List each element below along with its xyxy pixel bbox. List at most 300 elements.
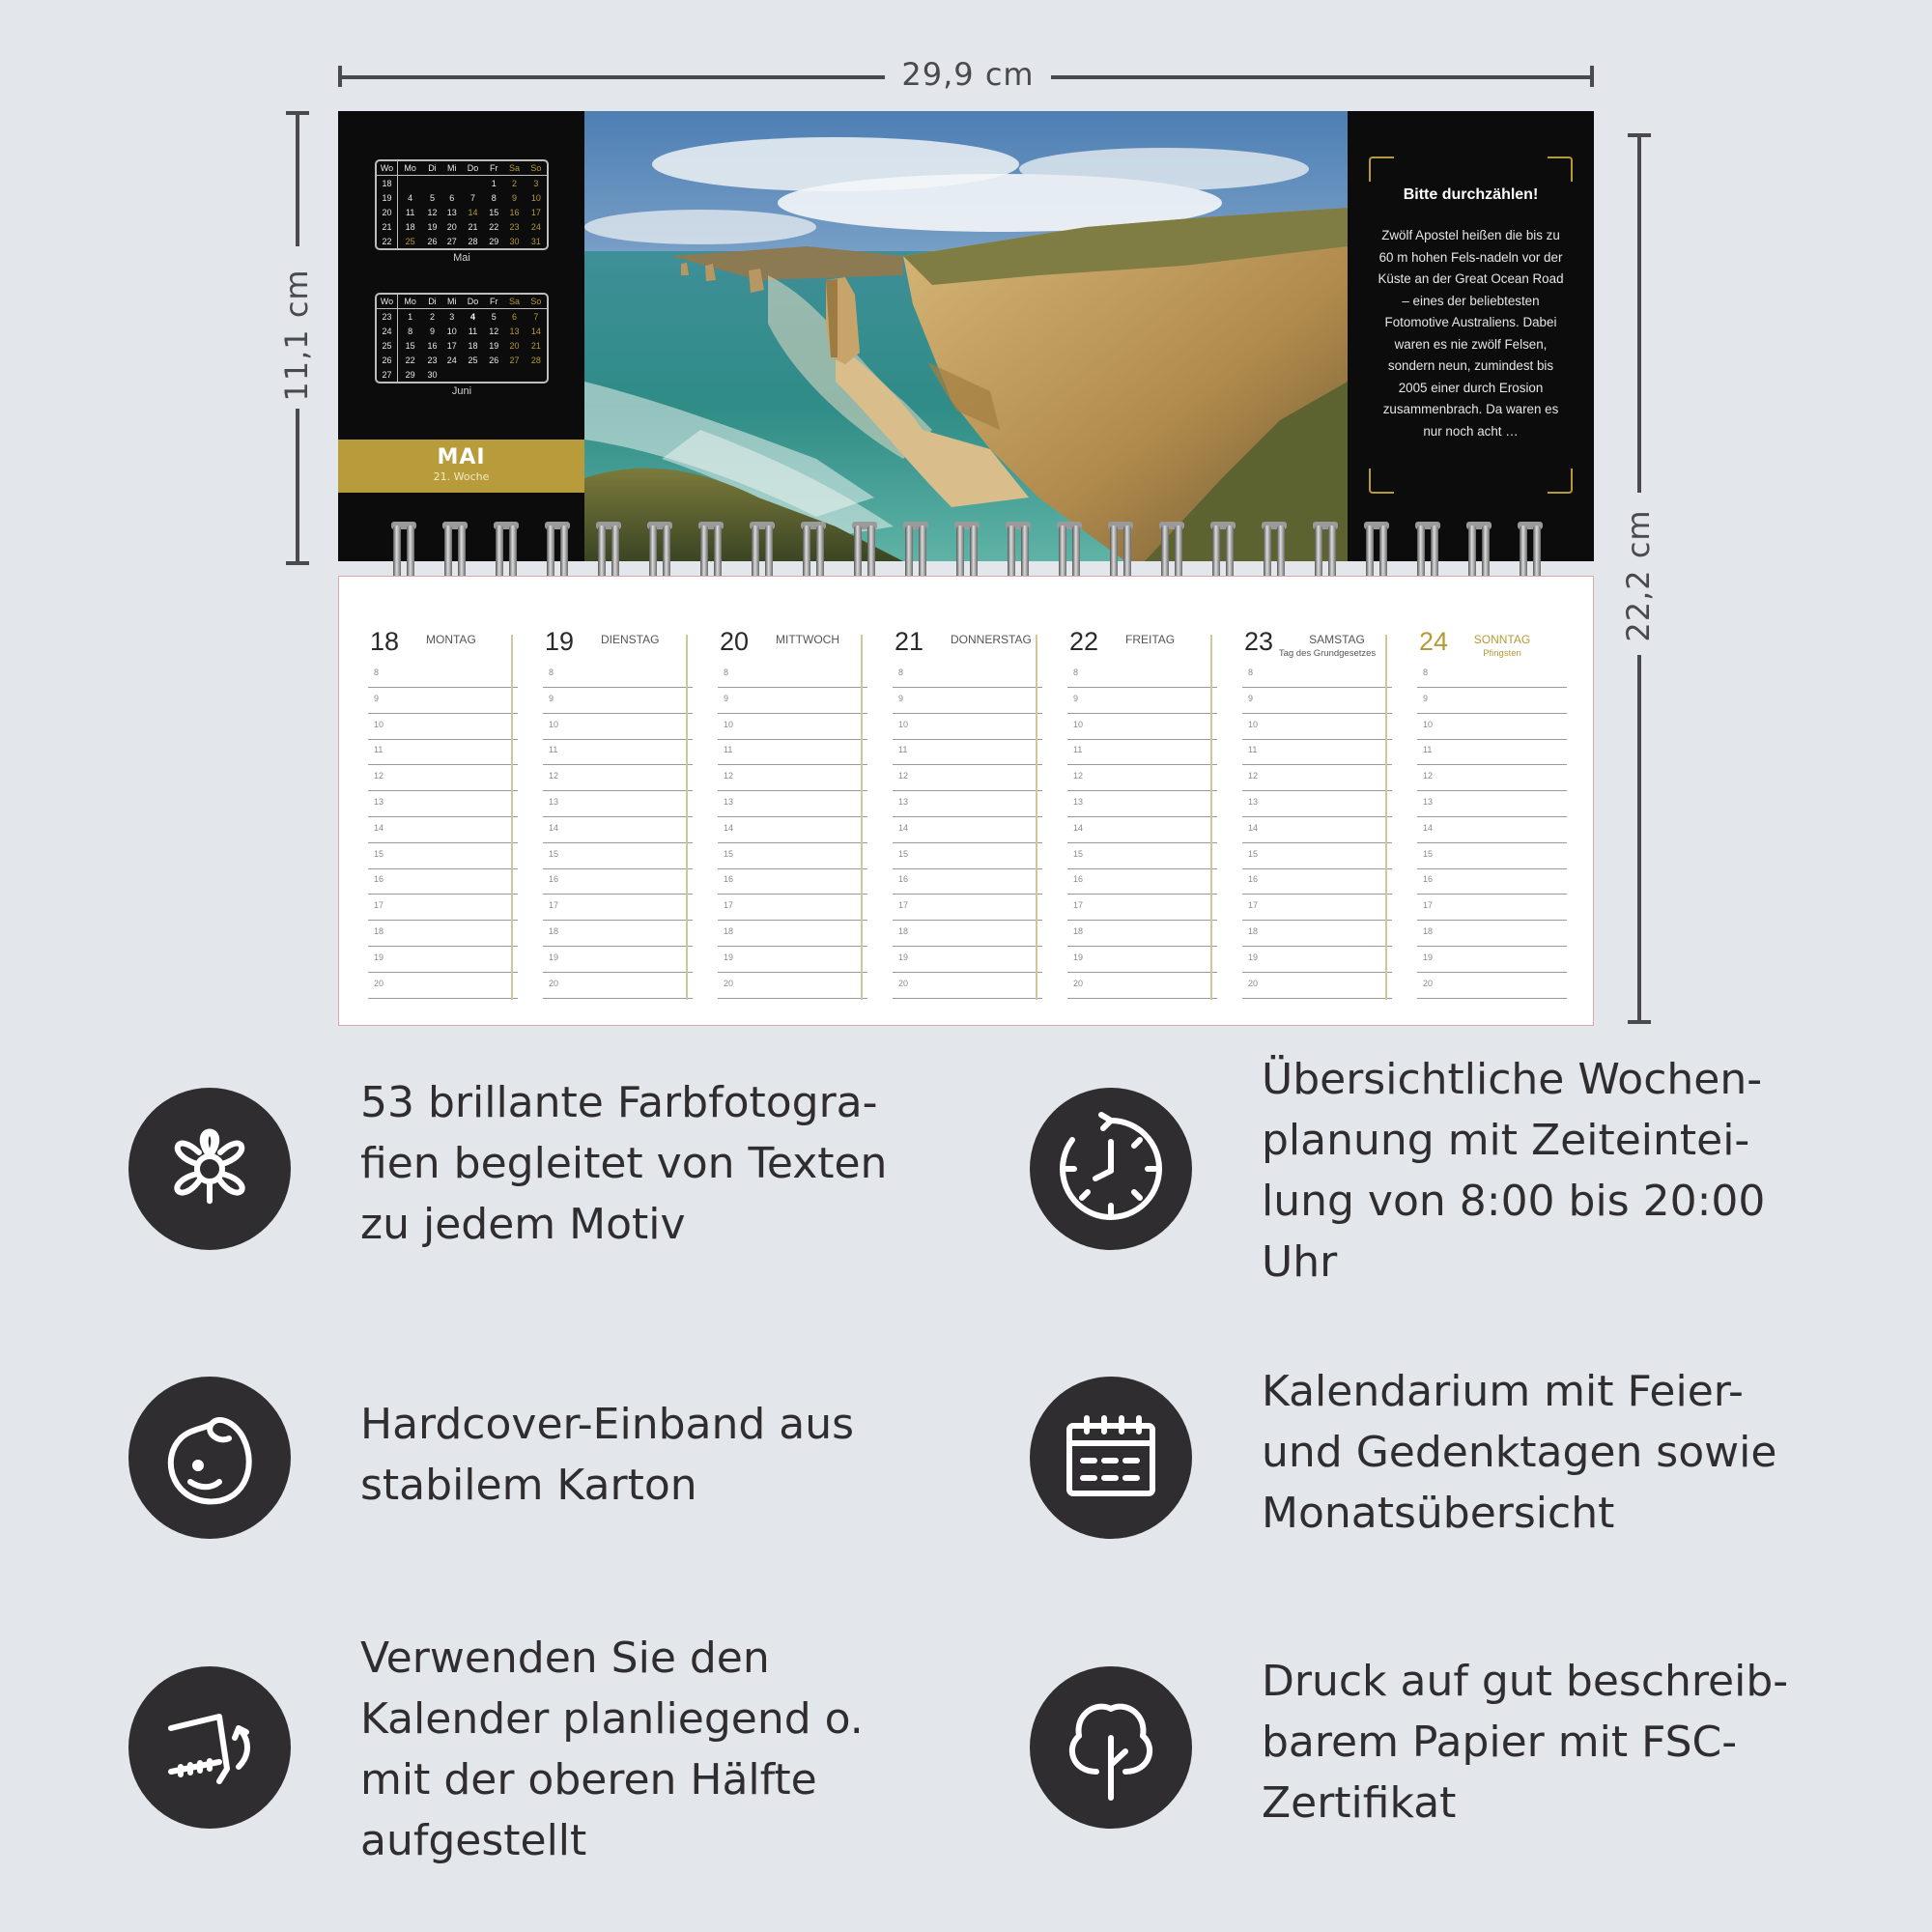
hour-label: 17 [374,900,384,911]
day-name: SONNTAG [1473,633,1531,646]
hour-line[interactable] [1067,739,1217,765]
day-cell: 23 [509,221,520,232]
mini-calendar-label: Juni [451,385,472,397]
hour-label: 14 [1073,822,1084,833]
hour-label: 17 [1248,900,1259,911]
hour-line[interactable] [893,921,1042,947]
hour-label: 15 [1423,848,1434,859]
hour-line[interactable] [1242,868,1392,895]
hour-line[interactable] [1242,739,1392,765]
day-cell: 27 [509,355,520,365]
hour-line[interactable] [368,868,518,895]
hour-label: 18 [724,926,734,936]
hour-line[interactable] [1242,765,1392,791]
mini-calendar-june [375,293,549,397]
hour-label: 20 [549,978,559,988]
feature-holidays-text: Kalendarium mit Feier- und Gedenktagen sowie Monatsübersicht [1262,1367,1777,1538]
hour-line[interactable] [543,739,693,765]
hour-line[interactable] [543,662,693,688]
day-cell: 16 [509,207,520,217]
hour-line[interactable] [368,791,518,817]
hour-label: 20 [1423,978,1434,988]
hour-label: 12 [1248,771,1259,781]
hour-label: 13 [724,797,734,807]
hour-label: 11 [1423,745,1433,755]
hour-line[interactable] [543,791,693,817]
hour-line[interactable] [1417,765,1567,791]
week-number-cell: 22 [377,234,398,248]
week-number: 21. Woche [433,470,490,483]
hour-label: 12 [898,771,909,781]
hour-line[interactable] [718,921,867,947]
hour-line[interactable] [718,739,867,765]
hour-line[interactable] [1417,973,1567,999]
hour-line[interactable] [543,714,693,740]
hour-line[interactable] [718,947,867,973]
hour-line[interactable] [1067,921,1217,947]
hour-label: 15 [1073,848,1084,859]
hour-line[interactable] [543,973,693,999]
day-cell: 12 [489,326,499,336]
day-divider [511,635,513,1000]
hour-label: 19 [1248,952,1259,962]
day-cell [398,176,422,190]
hour-label: 12 [549,771,559,781]
mini-calendar-header: Di [422,161,441,176]
day-number: 18 [370,627,400,656]
planner-day-column [1388,577,1562,1002]
weekly-planner-page [338,576,1594,1026]
hour-line[interactable] [718,765,867,791]
hour-line[interactable] [368,843,518,869]
hour-label: 17 [1073,900,1084,911]
hour-line[interactable] [718,791,867,817]
hour-label: 15 [1248,848,1259,859]
hour-line[interactable] [1417,868,1567,895]
hour-label: 8 [1248,668,1254,677]
planner-day-column [1038,577,1212,1002]
day-cell [462,176,484,190]
mini-calendar-may [375,159,549,264]
day-cell: 18 [405,221,415,232]
day-cell: 26 [427,236,438,246]
day-cell: 4 [408,192,413,203]
day-cell: 24 [446,355,457,365]
hour-label: 10 [1248,719,1259,729]
hour-line[interactable] [1242,662,1392,688]
hour-label: 10 [1423,719,1434,729]
top-height-label: 11,1 cm [278,269,315,402]
holiday-label: Tag des Grundgesetzes [1278,648,1377,659]
hour-line[interactable] [1417,688,1567,714]
info-title: Bitte durchzählen! [1403,186,1539,203]
day-cell: 19 [489,340,499,351]
hour-label: 15 [549,848,559,859]
week-number-cell: 27 [377,367,398,382]
week-number-cell: 23 [377,309,398,324]
hour-label: 8 [1423,668,1429,677]
coast-photo [584,111,1348,561]
hour-line[interactable] [718,688,867,714]
mini-calendar-header: Mo [398,161,422,176]
hour-line[interactable] [368,714,518,740]
hour-line[interactable] [893,662,1042,688]
week-number-cell: 21 [377,219,398,234]
week-number-cell: 24 [377,324,398,338]
hour-label: 17 [898,900,909,911]
hour-line[interactable] [1242,895,1392,921]
day-cell: 3 [449,311,455,322]
hour-label: 19 [898,952,909,962]
hour-line[interactable] [1067,791,1217,817]
hour-label: 13 [1248,797,1259,807]
hour-line[interactable] [368,688,518,714]
mini-calendar-header: Do [462,161,484,176]
hour-label: 19 [1073,952,1084,962]
week-number-cell: 19 [377,190,398,205]
day-cell: 14 [530,326,541,336]
day-cell [462,367,484,382]
mini-calendar-label: Mai [453,252,470,264]
day-cell: 28 [468,236,478,246]
day-cell: 27 [446,236,457,246]
hour-line[interactable] [543,765,693,791]
hour-line[interactable] [893,714,1042,740]
info-text-panel [1348,111,1594,561]
hour-label: 18 [374,926,384,936]
day-cell: 2 [429,311,435,322]
hour-label: 11 [724,745,733,755]
month-band [338,440,584,493]
hour-line[interactable] [1242,688,1392,714]
month-overview-panel [338,111,584,561]
hour-label: 12 [374,771,384,781]
day-cell: 12 [427,207,438,217]
day-cell: 5 [491,311,497,322]
hour-line[interactable] [893,843,1042,869]
hour-label: 19 [549,952,559,962]
hour-label: 10 [374,719,384,729]
hour-line[interactable] [1242,714,1392,740]
hour-line[interactable] [1417,921,1567,947]
hour-line[interactable] [368,662,518,688]
day-divider [1210,635,1212,1000]
mini-calendar-header: Fr [484,295,503,309]
day-cell: 7 [533,311,539,322]
feature-paper-text: Druck auf gut beschreib- barem Papier mit FSC- Zertifikat [1262,1657,1789,1828]
week-number-cell: 25 [377,338,398,353]
day-number: 23 [1244,627,1274,656]
hour-line[interactable] [718,843,867,869]
planner-day-column [1213,577,1387,1002]
mini-calendar-header: Wo [377,295,398,309]
planner-day-column [514,577,688,1002]
hour-label: 14 [374,822,384,833]
hour-label: 10 [1073,719,1084,729]
day-cell: 1 [408,311,413,322]
hour-label: 8 [374,668,380,677]
day-cell: 7 [469,192,475,203]
hour-line[interactable] [1417,947,1567,973]
hour-label: 10 [549,719,559,729]
hour-label: 14 [724,822,734,833]
day-number: 24 [1419,627,1449,656]
calendar-top-page [338,111,1594,561]
hour-label: 14 [1248,822,1259,833]
day-cell: 1 [491,178,497,188]
hour-line[interactable] [718,714,867,740]
hour-label: 12 [1073,771,1084,781]
info-body: Zwölf Apostel heißen die bis zu 60 m hohen Fels-nadeln vor der Küste an der Great Ocean Road – eines der beliebtesten Fotomotive Australiens. Dabei waren es nie zwölf Felsen, sondern neun, zumindest bis 2005 einer durch Erosion zusammenbrach. Da waren es nur noch acht … [1378,228,1564,439]
day-cell: 23 [427,355,438,365]
hour-line[interactable] [893,765,1042,791]
planner-day-column [689,577,863,1002]
hour-line[interactable] [1242,921,1392,947]
hour-line[interactable] [543,688,693,714]
day-cell: 10 [446,326,457,336]
hour-label: 17 [1423,900,1434,911]
tree-icon [1030,1666,1192,1829]
hour-label: 14 [549,822,559,833]
total-height-dimension [1620,133,1659,1024]
hour-label: 11 [1248,745,1258,755]
week-number-cell: 20 [377,205,398,219]
hour-line[interactable] [543,868,693,895]
feature-photos-text: 53 brillante Farbfotogra- fien begleitet von Texten zu jedem Motiv [360,1078,888,1249]
hour-label: 15 [724,848,734,859]
hour-label: 20 [1248,978,1259,988]
mini-calendar-header: Sa [503,295,525,309]
hour-label: 16 [374,874,384,885]
hour-label: 16 [1248,874,1259,885]
week-number-cell: 26 [377,353,398,367]
day-divider [686,635,688,1000]
day-cell: 26 [489,355,499,365]
hour-line[interactable] [368,817,518,843]
hour-label: 8 [1073,668,1079,677]
hour-line[interactable] [1417,843,1567,869]
day-cell [422,176,441,190]
hour-line[interactable] [1067,662,1217,688]
hour-label: 15 [374,848,384,859]
hour-line[interactable] [718,662,867,688]
hour-label: 12 [1423,771,1434,781]
hour-line[interactable] [718,868,867,895]
hour-line[interactable] [368,765,518,791]
day-cell: 22 [405,355,415,365]
day-number: 20 [720,627,750,656]
hour-line[interactable] [1067,714,1217,740]
mini-calendar-header: Fr [484,161,503,176]
hour-line[interactable] [1067,817,1217,843]
hour-line[interactable] [1417,714,1567,740]
month-name: MAI [437,445,486,469]
hour-label: 20 [898,978,909,988]
hour-label: 13 [1073,797,1084,807]
hour-line[interactable] [1417,895,1567,921]
hour-label: 18 [549,926,559,936]
hour-label: 16 [724,874,734,885]
hour-label: 9 [1248,693,1254,703]
day-cell: 8 [408,326,413,336]
day-divider [1385,635,1387,1000]
week-number-cell: 18 [377,176,398,190]
day-cell: 15 [489,207,499,217]
day-cell: 29 [405,369,415,380]
day-cell: 20 [446,221,457,232]
hour-line[interactable] [1067,868,1217,895]
hour-line[interactable] [893,973,1042,999]
hour-line[interactable] [893,688,1042,714]
day-cell: 5 [429,192,435,203]
hour-label: 11 [549,745,558,755]
hour-line[interactable] [1067,765,1217,791]
hour-line[interactable] [543,843,693,869]
day-cell: 21 [530,340,541,351]
calendar-icon [1030,1377,1192,1539]
day-cell: 31 [530,236,541,246]
hour-label: 19 [1423,952,1434,962]
day-cell: 2 [512,178,518,188]
hour-label: 9 [374,693,380,703]
feature-planning-text: Übersichtliche Wochen- planung mit Zeiteintei- lung von 8:00 bis 20:00 Uhr [1262,1055,1766,1287]
day-cell: 11 [405,207,415,217]
day-cell: 9 [429,326,435,336]
hour-line[interactable] [718,817,867,843]
mini-calendar-header: Di [422,295,441,309]
mini-calendar-header: Mo [398,295,422,309]
hour-line[interactable] [368,947,518,973]
day-cell: 30 [509,236,520,246]
clock-icon [1030,1088,1192,1250]
holiday-label: Pfingsten [1483,648,1521,659]
width-dimension [338,56,1594,95]
hour-label: 17 [549,900,559,911]
hour-label: 14 [1423,822,1434,833]
hour-label: 11 [1073,745,1083,755]
hour-label: 8 [549,668,554,677]
day-cell: 9 [512,192,518,203]
hour-line[interactable] [1067,973,1217,999]
hour-line[interactable] [368,921,518,947]
hour-label: 10 [898,719,909,729]
hour-line[interactable] [1242,843,1392,869]
total-height-label: 22,2 cm [1620,509,1657,642]
hour-line[interactable] [1242,947,1392,973]
hour-label: 18 [898,926,909,936]
mini-calendar-header: Wo [377,161,398,176]
hour-label: 8 [898,668,904,677]
hour-label: 11 [898,745,908,755]
mini-calendar-header: Mi [442,295,462,309]
hour-line[interactable] [1417,662,1567,688]
day-divider [1036,635,1037,1000]
hour-line[interactable] [1242,791,1392,817]
hour-label: 11 [374,745,384,755]
hour-line[interactable] [893,895,1042,921]
day-cell [442,176,462,190]
hour-line[interactable] [543,921,693,947]
hour-line[interactable] [1067,895,1217,921]
mini-calendar-header: Mi [442,161,462,176]
hour-label: 20 [1073,978,1084,988]
hour-label: 20 [724,978,734,988]
hour-line[interactable] [368,739,518,765]
hour-line[interactable] [893,947,1042,973]
hour-line[interactable] [893,868,1042,895]
hour-line[interactable] [1242,817,1392,843]
feature-cover-text: Hardcover-Einband aus stabilem Karton [360,1400,855,1510]
day-cell: 6 [449,192,455,203]
day-cell: 17 [530,207,541,217]
hour-line[interactable] [893,791,1042,817]
hour-line[interactable] [1417,739,1567,765]
day-cell: 25 [468,355,478,365]
hour-line[interactable] [1242,973,1392,999]
hour-label: 16 [1073,874,1084,885]
hour-line[interactable] [543,817,693,843]
hour-line[interactable] [368,973,518,999]
day-cell: 3 [533,178,539,188]
day-cell: 8 [491,192,497,203]
hour-line[interactable] [1417,817,1567,843]
hour-line[interactable] [368,895,518,921]
day-name: DONNERSTAG [951,633,1032,646]
day-cell [484,367,503,382]
flower-icon [128,1088,291,1250]
hour-line[interactable] [543,895,693,921]
hour-line[interactable] [543,947,693,973]
mini-calendar-header: So [526,161,547,176]
day-cell: 13 [509,326,520,336]
day-number: 21 [895,627,924,656]
hardcover-icon [128,1377,291,1539]
top-height-dimension [278,111,317,565]
hour-label: 13 [1423,797,1434,807]
mini-calendar-header: So [526,295,547,309]
hour-label: 18 [1423,926,1434,936]
hour-line[interactable] [1067,947,1217,973]
hour-line[interactable] [893,817,1042,843]
hour-line[interactable] [1067,688,1217,714]
day-cell: 10 [530,192,541,203]
feature-standing-text: Verwenden Sie den Kalender planliegend o. mit der oberen Hälfte aufgestellt [360,1634,864,1865]
day-cell: 14 [468,207,478,217]
day-name: MONTAG [426,633,476,646]
day-cell: 11 [468,326,478,336]
hour-line[interactable] [718,973,867,999]
hour-label: 10 [724,719,734,729]
hour-line[interactable] [1417,791,1567,817]
day-name: DIENSTAG [601,633,660,646]
day-name: FREITAG [1125,633,1176,646]
hour-label: 19 [724,952,734,962]
hour-line[interactable] [1067,843,1217,869]
hour-label: 13 [549,797,559,807]
day-cell: 15 [405,340,415,351]
day-cell: 18 [468,340,478,351]
hour-label: 9 [724,693,729,703]
day-cell: 21 [468,221,478,232]
day-cell: 19 [427,221,438,232]
day-cell: 22 [489,221,499,232]
hour-line[interactable] [718,895,867,921]
day-cell: 30 [427,369,438,380]
mini-calendar-header: Sa [503,161,525,176]
hour-label: 20 [374,978,384,988]
hour-line[interactable] [893,739,1042,765]
mini-calendar-header: Do [462,295,484,309]
